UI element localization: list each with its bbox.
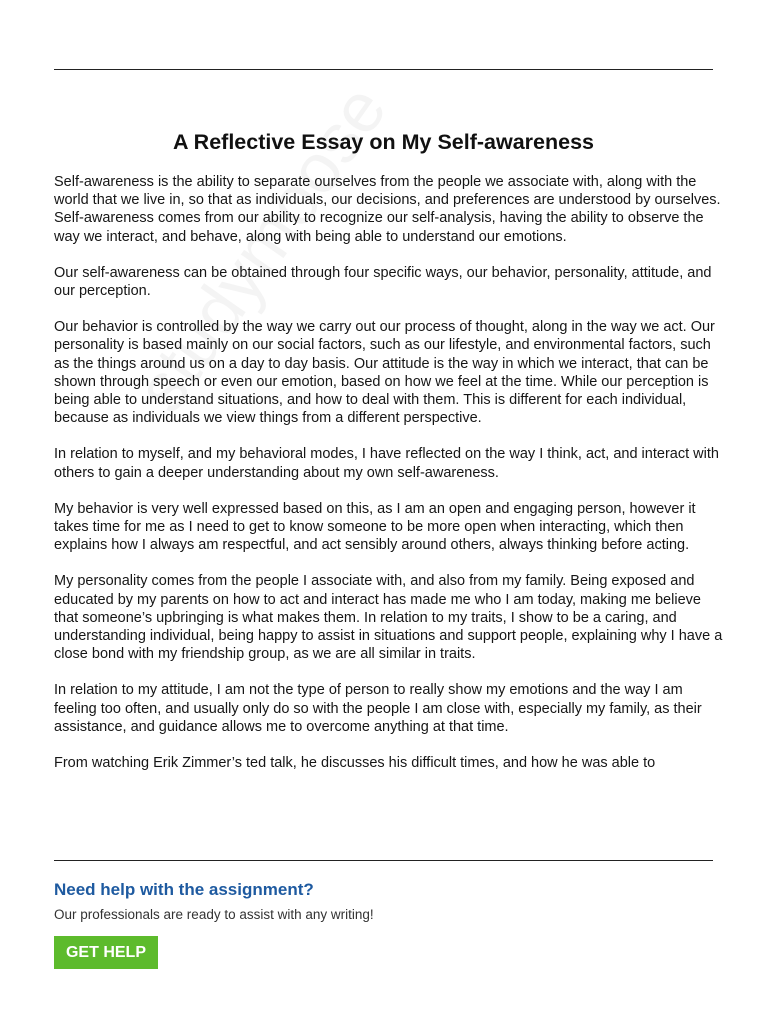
- get-help-button[interactable]: GET HELP: [54, 936, 158, 969]
- essay-body: [54, 173, 724, 790]
- top-divider: [54, 69, 713, 70]
- paragraph: From watching Erik Zimmer’s ted talk, he discusses his difficult times, and how he was able to: [54, 755, 656, 772]
- paragraph: In relation to my attitude, I am not the type of person to really show my emotions and the way I am feeling too often, and usually only do so with the people I am close with, especially my family, as their assistance, and guidance allows me to overcome anything at that time.: [54, 682, 702, 735]
- paragraph: My personality comes from the people I associate with, and also from my family. Being exposed and educated by my parents on how to act and interact has made me who I am today, making me believe that someone’s upbringing is what makes them. In relation to my traits, I show to be a caring, and understanding individual, being happy to assist in situations and support people, explaining why I have a close bond with my friendship group, as we are all similar in traits.: [54, 573, 723, 663]
- paragraph: Self-awareness is the ability to separate ourselves from the people we associate with, along with the world that we live in, so that as individuals, our decisions, and preferences are understood by ourselves. Self-awareness comes from our ability to recognize our self-analysis, having the ability to observe the way we interact, and behave, along with being able to understand our emotions.: [54, 174, 721, 245]
- paragraph: Our behavior is controlled by the way we carry out our process of thought, along in the way we act. Our personality is based mainly on our social factors, such as our lifestyle, and environmental factors, such as the things around us on a day to day basis. Our attitude is the way in which we interact, that can be shown through speech or even our emotion, based on how we feel at the time. While our perception is being able to understand situations, and how to deal with them. This is different for each individual, because as individuals we view things from a different perspective.: [54, 319, 715, 427]
- paragraph: Our self-awareness can be obtained through four specific ways, our behavior, personality, attitude, and our perception.: [54, 264, 712, 300]
- cta-heading: Need help with the assignment?: [54, 880, 314, 899]
- paragraph: In relation to myself, and my behavioral modes, I have reflected on the way I think, act, and interact with others to gain a deeper understanding about my own self-awareness.: [54, 446, 719, 481]
- essay-title: A Reflective Essay on My Self-awareness: [172, 130, 595, 154]
- cta-subtext: Our professionals are ready to assist with any writing!: [54, 907, 374, 922]
- paragraph: My behavior is very well expressed based on this, as I am an open and engaging person, however it takes time for me as I need to get to know someone to be more open when interacting, which then explains how I always am respectful, and act sensibly around others, always thinking before acting.: [54, 500, 696, 554]
- bottom-divider: [54, 860, 713, 861]
